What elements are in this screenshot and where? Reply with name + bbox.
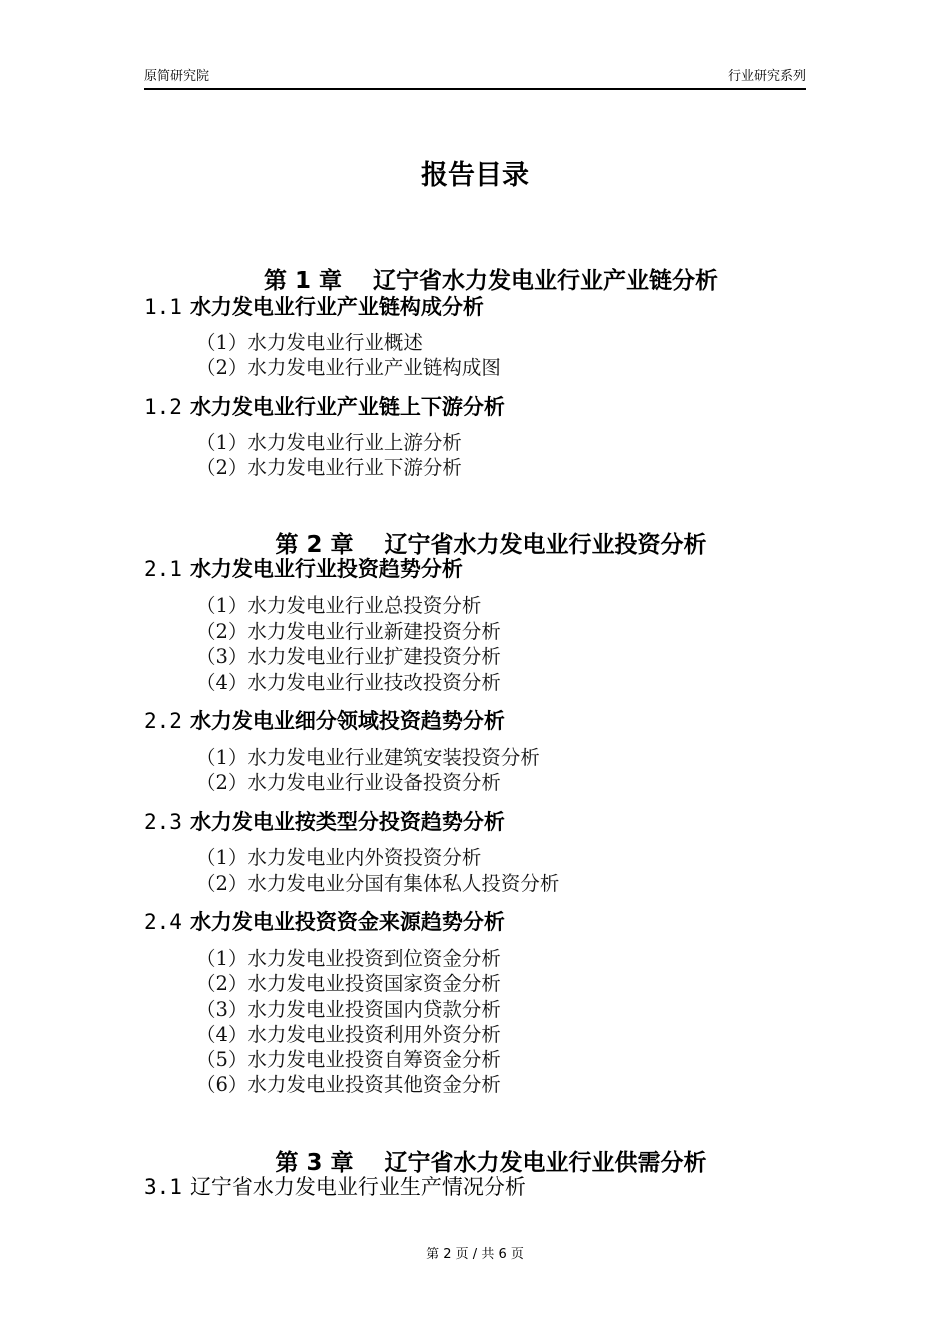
section-heading-2-2 (144, 707, 505, 735)
toc-item: （3）水力发电业投资国内贷款分析 (196, 998, 501, 1021)
section-title: 水力发电业投资资金来源趋势分析 (189, 910, 505, 934)
toc-item: （2）水力发电业分国有集体私人投资分析 (196, 872, 560, 895)
section-number: 2.4 (144, 910, 182, 934)
page-number: 第 2 页 / 共 6 页 (426, 1247, 524, 1262)
section-number: 2.1 (144, 557, 182, 581)
chapter-label: 第 3 章 辽宁省水力发电业行业供需分析 (275, 1150, 707, 1176)
toc-item: （1）水力发电业投资到位资金分析 (196, 947, 501, 970)
section-number: 3.1 (144, 1175, 182, 1199)
section-heading-2-3 (144, 808, 505, 836)
section-heading-1-1 (144, 293, 484, 321)
toc-item: （2）水力发电业行业下游分析 (196, 456, 462, 479)
section-title: 水力发电业细分领域投资趋势分析 (189, 709, 505, 733)
header-publisher: 原简研究院 (144, 69, 210, 84)
section-heading-1-2 (144, 393, 505, 421)
page-header (144, 68, 806, 90)
chapter-label: 第 1 章 辽宁省水力发电业行业产业链分析 (264, 268, 719, 294)
section-title: 水力发电业行业产业链上下游分析 (189, 395, 505, 419)
section-heading-3-1 (144, 1173, 526, 1201)
toc-item: （5）水力发电业投资自筹资金分析 (196, 1048, 501, 1071)
section-number: 1.2 (144, 395, 182, 419)
section-heading-2-1 (144, 555, 463, 583)
toc-item: （6）水力发电业投资其他资金分析 (196, 1073, 501, 1096)
section-number: 1.1 (144, 295, 182, 319)
section-title: 辽宁省水力发电业行业生产情况分析 (189, 1175, 526, 1199)
toc-item: （4）水力发电业行业技改投资分析 (196, 671, 501, 694)
section-heading-2-4 (144, 908, 505, 936)
toc-item: （2）水力发电业投资国家资金分析 (196, 972, 501, 995)
page-footer (0, 1246, 950, 1264)
section-number: 2.2 (144, 709, 182, 733)
header-series: 行业研究系列 (727, 69, 806, 84)
toc-item: （1）水力发电业行业上游分析 (196, 431, 462, 454)
page-title: 报告目录 (421, 160, 529, 191)
section-title: 水力发电业按类型分投资趋势分析 (189, 810, 505, 834)
toc-item: （3）水力发电业行业扩建投资分析 (196, 645, 501, 668)
section-title: 水力发电业行业投资趋势分析 (189, 557, 463, 581)
toc-item: （2）水力发电业行业新建投资分析 (196, 620, 501, 643)
chapter-label: 第 2 章 辽宁省水力发电业行业投资分析 (275, 532, 707, 558)
section-title: 水力发电业行业产业链构成分析 (189, 295, 484, 319)
toc-item: （1）水力发电业行业概述 (196, 331, 423, 354)
toc-item: （2）水力发电业行业设备投资分析 (196, 771, 501, 794)
section-number: 2.3 (144, 810, 182, 834)
toc-item: （1）水力发电业行业总投资分析 (196, 594, 482, 617)
chapter-heading-2 (0, 500, 950, 590)
toc-item: （4）水力发电业投资利用外资分析 (196, 1023, 501, 1046)
toc-item: （1）水力发电业行业建筑安装投资分析 (196, 746, 540, 769)
toc-item: （1）水力发电业内外资投资分析 (196, 846, 482, 869)
toc-item: （2）水力发电业行业产业链构成图 (196, 356, 501, 379)
